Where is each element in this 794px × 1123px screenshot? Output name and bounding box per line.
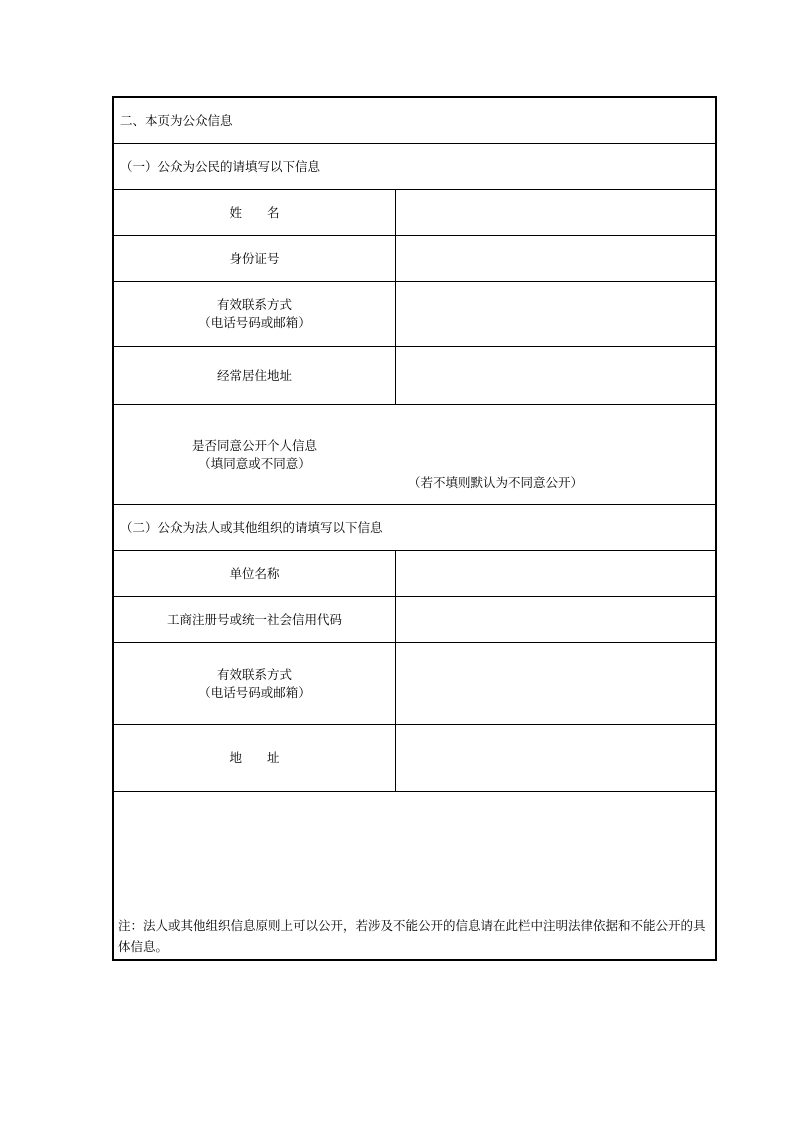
org-name-field[interactable]: [396, 551, 715, 596]
form-title: [120, 98, 710, 143]
public-info-form-table: [112, 96, 717, 961]
note-text: 注：法人或其他组织信息原则上可以公开，若涉及不能公开的信息请在此栏中注明法律依据和不能公开的具体信息。: [118, 918, 706, 954]
org-contact-field[interactable]: [396, 643, 715, 724]
org-contact-label: 有效联系方式 （电话号码或邮箱）: [198, 666, 311, 700]
name-field[interactable]: [396, 190, 715, 235]
residence-address-label: 经常居住地址: [216, 367, 292, 383]
name-label: 姓 名: [229, 204, 280, 220]
residence-address-field[interactable]: [396, 347, 715, 404]
note-field[interactable]: [114, 792, 715, 902]
registration-code-field[interactable]: [396, 597, 715, 642]
id-number-label: 身份证号: [229, 250, 280, 266]
citizen-contact-label: 有效联系方式 （电话号码或邮箱）: [198, 297, 311, 330]
form-title-text: 二、本页为公众信息: [120, 112, 233, 128]
citizen-contact-field[interactable]: [396, 282, 715, 346]
org-address-label: 地 址: [229, 750, 280, 765]
disclosure-consent-label: 是否同意公开个人信息 （填同意或不同意）: [191, 437, 317, 471]
citizen-section-heading: （一）公众为公民的请填写以下信息: [120, 158, 321, 174]
org-section-heading: （二）公众为法人或其他组织的请填写以下信息: [120, 519, 383, 535]
id-number-field[interactable]: [396, 236, 715, 281]
disclosure-consent-hint: （若不填则默认为不同意公开）: [408, 475, 584, 490]
registration-code-label: 工商注册号或统一社会信用代码: [166, 611, 342, 627]
org-name-label: 单位名称: [229, 565, 280, 581]
org-address-field[interactable]: [396, 725, 715, 791]
